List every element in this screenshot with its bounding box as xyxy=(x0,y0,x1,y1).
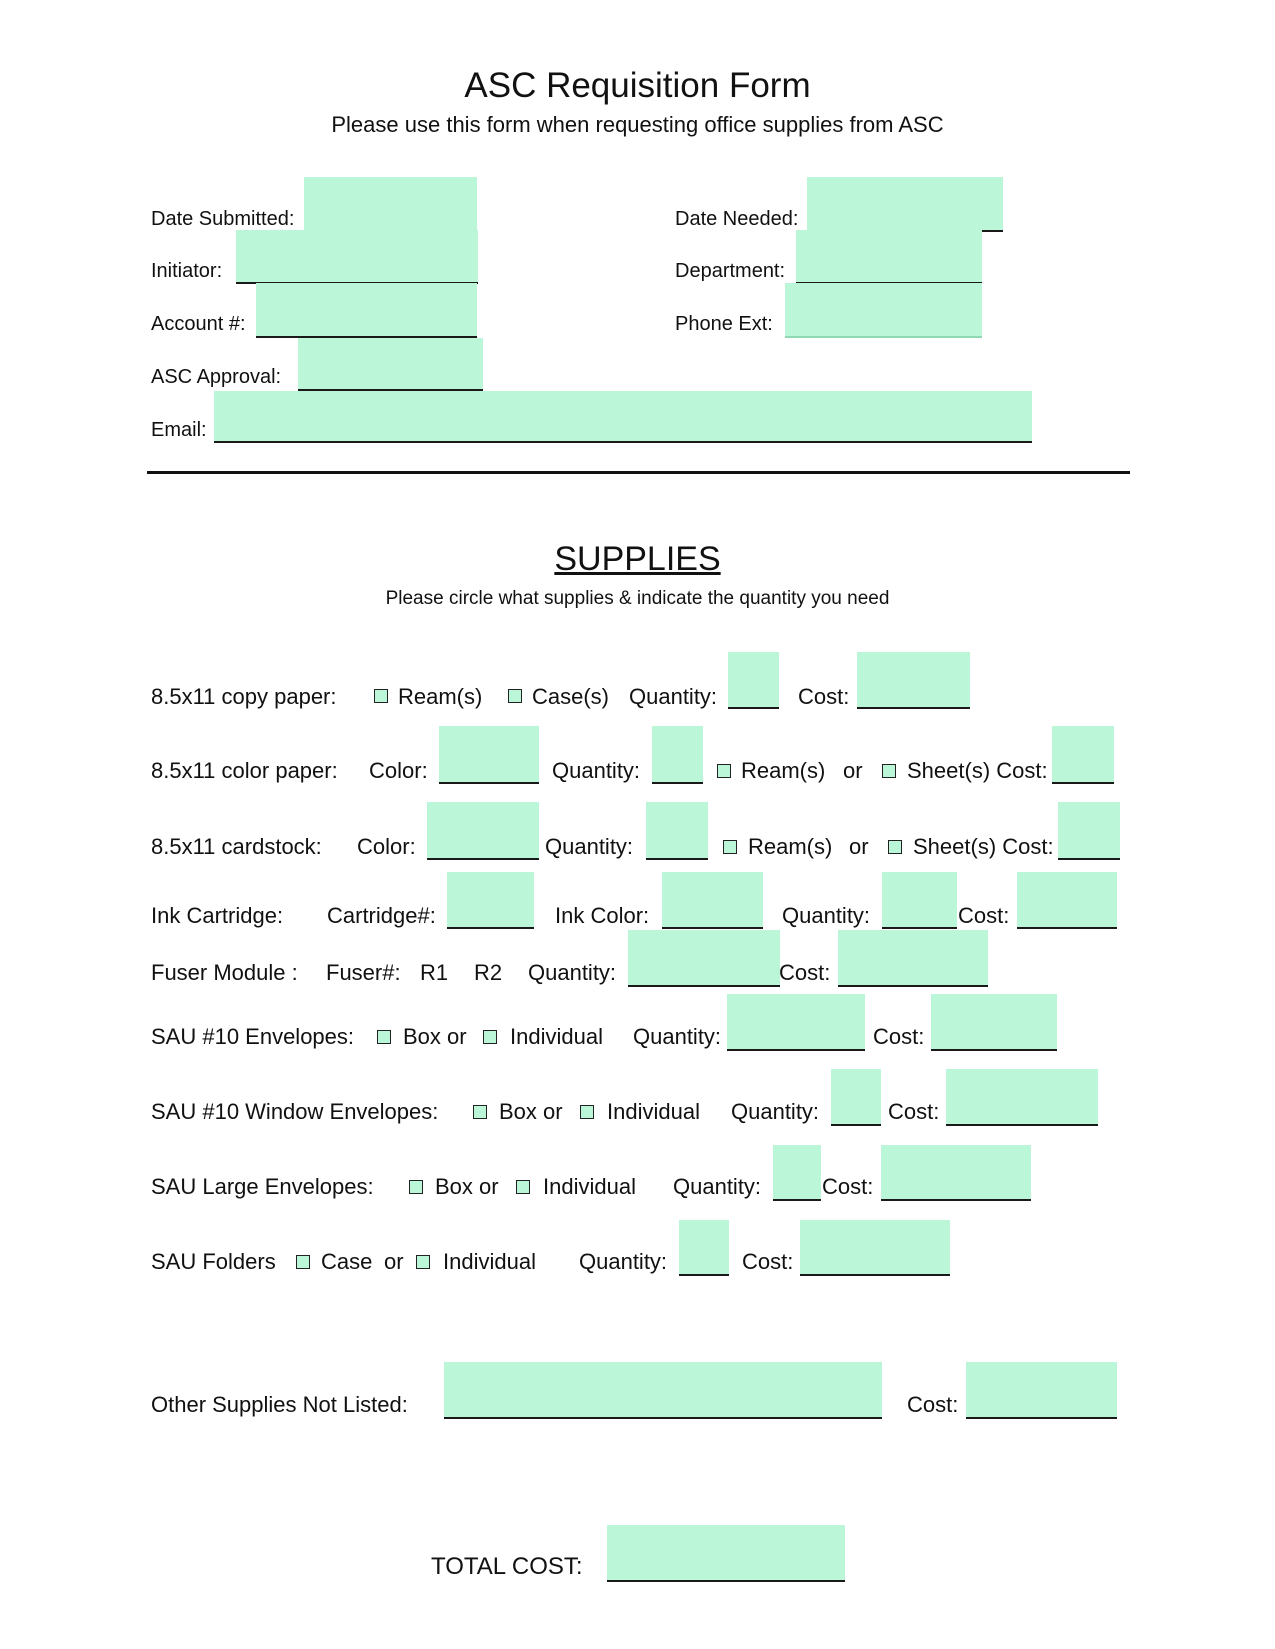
color-paper-or-label: or xyxy=(843,758,863,783)
large-qty-field[interactable] xyxy=(773,1145,821,1201)
email-label: Email: xyxy=(151,419,207,441)
large-individual-label: Individual xyxy=(543,1174,636,1199)
sau10-individual-checkbox[interactable] xyxy=(483,1030,497,1044)
window-envelopes-label: SAU #10 Window Envelopes: xyxy=(151,1099,439,1124)
fuser-number-label: Fuser#: xyxy=(326,960,401,985)
initiator-field[interactable] xyxy=(236,230,478,284)
cardstock-sheet-checkbox[interactable] xyxy=(888,840,902,854)
copy-paper-ream-checkbox[interactable] xyxy=(374,689,388,703)
asc-approval-field[interactable] xyxy=(298,338,483,391)
cartridge-number-label: Cartridge#: xyxy=(327,903,436,928)
date-needed-field[interactable] xyxy=(807,177,1003,232)
section-divider xyxy=(147,471,1130,474)
color-paper-color-label: Color: xyxy=(369,758,428,783)
other-cost-label: Cost: xyxy=(907,1392,959,1417)
ink-color-label: Ink Color: xyxy=(555,903,650,928)
fuser-qty-label: Quantity: xyxy=(528,960,617,985)
ink-qty-label: Quantity: xyxy=(782,903,871,928)
color-paper-qty-field[interactable] xyxy=(652,726,703,784)
folders-case-label: Case xyxy=(321,1249,373,1274)
supplies-instruction: Please circle what supplies & indicate the quantity you need xyxy=(385,588,890,609)
folders-cost-label: Cost: xyxy=(742,1249,794,1274)
cardstock-cost-field[interactable] xyxy=(1058,802,1120,860)
sau10-box-label: Box or xyxy=(403,1024,467,1049)
phone-ext-field[interactable] xyxy=(785,283,982,338)
window-individual-label: Individual xyxy=(607,1099,700,1124)
cardstock-or-label: or xyxy=(849,834,869,859)
department-field[interactable] xyxy=(796,230,982,284)
sau10-qty-field[interactable] xyxy=(727,994,865,1051)
date-submitted-field[interactable] xyxy=(304,177,477,232)
folders-label: SAU Folders xyxy=(151,1249,276,1274)
folders-individual-checkbox[interactable] xyxy=(416,1255,430,1269)
initiator-label: Initiator: xyxy=(151,260,223,282)
sau10-qty-label: Quantity: xyxy=(633,1024,722,1049)
fuser-qty-field[interactable] xyxy=(628,930,780,987)
supplies-heading: SUPPLIES xyxy=(554,540,721,578)
ink-cost-label: Cost: xyxy=(958,903,1010,928)
large-box-label: Box or xyxy=(435,1174,499,1199)
large-individual-checkbox[interactable] xyxy=(516,1180,530,1194)
cardstock-color-label: Color: xyxy=(357,834,416,859)
large-box-checkbox[interactable] xyxy=(409,1180,423,1194)
cardstock-qty-label: Quantity: xyxy=(545,834,634,859)
phone-ext-label: Phone Ext: xyxy=(675,313,773,335)
window-qty-label: Quantity: xyxy=(731,1099,820,1124)
folders-or-label: or xyxy=(384,1249,404,1274)
account-label: Account #: xyxy=(151,313,246,335)
folders-case-checkbox[interactable] xyxy=(296,1255,310,1269)
color-paper-ream-label: Ream(s) xyxy=(741,758,826,783)
fuser-cost-label: Cost: xyxy=(779,960,831,985)
large-envelopes-label: SAU Large Envelopes: xyxy=(151,1174,374,1199)
email-field[interactable] xyxy=(214,391,1032,443)
cartridge-number-field[interactable] xyxy=(447,872,534,929)
window-qty-field[interactable] xyxy=(831,1069,881,1126)
fuser-r1-label[interactable]: R1 xyxy=(420,960,449,985)
asc-approval-label: ASC Approval: xyxy=(151,366,282,388)
window-box-checkbox[interactable] xyxy=(473,1105,487,1119)
sau10-cost-field[interactable] xyxy=(931,994,1057,1051)
cardstock-sheet-cost-label: Sheet(s) Cost: xyxy=(913,834,1054,859)
date-needed-label: Date Needed: xyxy=(675,208,799,230)
cardstock-ream-label: Ream(s) xyxy=(748,834,833,859)
ink-cartridge-label: Ink Cartridge: xyxy=(151,903,284,928)
sau10-envelopes-label: SAU #10 Envelopes: xyxy=(151,1024,355,1049)
folders-qty-field[interactable] xyxy=(679,1220,729,1276)
color-paper-label: 8.5x11 color paper: xyxy=(151,758,338,783)
cardstock-qty-field[interactable] xyxy=(646,802,708,860)
fuser-r2-label[interactable]: R2 xyxy=(474,960,503,985)
ink-color-field[interactable] xyxy=(662,872,763,929)
copy-paper-cost-label: Cost: xyxy=(798,684,850,709)
window-cost-field[interactable] xyxy=(946,1069,1098,1126)
total-cost-field[interactable] xyxy=(607,1525,845,1582)
copy-paper-case-label: Case(s) xyxy=(532,684,610,709)
sau10-cost-label: Cost: xyxy=(873,1024,925,1049)
color-paper-sheet-cost-label: Sheet(s) Cost: xyxy=(907,758,1048,783)
large-qty-label: Quantity: xyxy=(673,1174,762,1199)
copy-paper-ream-label: Ream(s) xyxy=(398,684,483,709)
copy-paper-label: 8.5x11 copy paper: xyxy=(151,684,337,709)
form-title: ASC Requisition Form xyxy=(464,66,811,105)
date-submitted-label: Date Submitted: xyxy=(151,208,295,230)
window-cost-label: Cost: xyxy=(888,1099,940,1124)
ink-qty-field[interactable] xyxy=(882,872,957,929)
sau10-individual-label: Individual xyxy=(510,1024,603,1049)
folders-cost-field[interactable] xyxy=(800,1220,950,1276)
other-cost-field[interactable] xyxy=(966,1362,1117,1419)
large-cost-label: Cost: xyxy=(822,1174,874,1199)
window-individual-checkbox[interactable] xyxy=(580,1105,594,1119)
folders-individual-label: Individual xyxy=(443,1249,536,1274)
large-cost-field[interactable] xyxy=(881,1145,1031,1201)
color-paper-sheet-checkbox[interactable] xyxy=(882,764,896,778)
account-field[interactable] xyxy=(256,283,477,338)
cardstock-ream-checkbox[interactable] xyxy=(723,840,737,854)
copy-paper-cost-field[interactable] xyxy=(857,652,970,709)
other-supplies-field[interactable] xyxy=(444,1362,882,1419)
fuser-cost-field[interactable] xyxy=(838,930,988,987)
form-subtitle: Please use this form when requesting office supplies from ASC xyxy=(331,112,944,137)
folders-qty-label: Quantity: xyxy=(579,1249,668,1274)
cardstock-color-field[interactable] xyxy=(427,802,539,860)
ink-cost-field[interactable] xyxy=(1017,872,1117,929)
fuser-module-label: Fuser Module : xyxy=(151,960,298,985)
copy-paper-qty-field[interactable] xyxy=(728,652,779,709)
color-paper-cost-field[interactable] xyxy=(1052,726,1114,784)
copy-paper-case-checkbox[interactable] xyxy=(508,689,522,703)
color-paper-qty-label: Quantity: xyxy=(552,758,641,783)
department-label: Department: xyxy=(675,260,786,282)
color-paper-color-field[interactable] xyxy=(439,726,539,784)
total-cost-label: TOTAL COST: xyxy=(431,1553,583,1580)
color-paper-ream-checkbox[interactable] xyxy=(717,764,731,778)
other-supplies-label: Other Supplies Not Listed: xyxy=(151,1392,408,1417)
copy-paper-qty-label: Quantity: xyxy=(629,684,718,709)
cardstock-label: 8.5x11 cardstock: xyxy=(151,834,322,859)
window-box-label: Box or xyxy=(499,1099,563,1124)
sau10-box-checkbox[interactable] xyxy=(377,1030,391,1044)
